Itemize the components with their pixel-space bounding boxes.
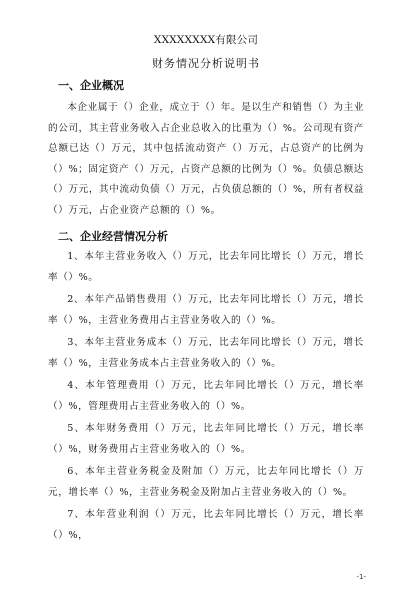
section-heading-enterprise-overview: 一、企业概况 — [58, 79, 124, 92]
enterprise-overview-paragraph: 本企业属于（）企业，成立于（）年。是以生产和销售（）为主业的公司，其主营业务收入占企业总收入的比重为（）%。公司现有资产总额已达（）万元，其中包括流动资产（）万元，占总资产的比例为（）%；固定资产（）万元，占资产总额的比例为（）%。负债总额达（）万元，其中流动负债（）万元，占负债总额的（）%，所有者权益（）万元，占企业资产总额的（）%。 — [48, 102, 364, 216]
analysis-item-operating-cost: 3、本年主营业务成本（）万元，比去年同比增长（）万元，增长率（）%，主营业务成本占主营业务收入的（）%。 — [48, 337, 364, 369]
analysis-item-taxes-surcharges: 6、本年主营业务税金及附加（）万元，比去年同比增长（）万元，增长率（）%，主营业务税金及附加占主营业务收入的（）%。 — [48, 466, 364, 498]
section-heading-operations-analysis: 二、企业经营情况分析 — [58, 230, 168, 243]
analysis-item-management-expense: 4、本年管理费用（）万元，比去年同比增长（）万元，增长率（）%，管理费用占主营业务收入的（）%。 — [48, 380, 364, 412]
analysis-item-revenue: 1、本年主营业务收入（）万元，比去年同比增长（）万元，增长率（）%。 — [48, 251, 364, 283]
company-name: XXXXXXXX有限公司 — [153, 34, 259, 46]
document-page — [0, 30, 400, 595]
analysis-item-operating-profit: 7、本年营业利润（）万元，比去年同比增长（）万元，增长率（）%， — [48, 509, 364, 541]
analysis-item-sales-expense: 2、本年产品销售费用（）万元，比去年同比增长（）万元，增长率（）%，主营业务费用占主营业务收入的（）%。 — [48, 294, 364, 326]
document-title: 财务情况分析说明书 — [152, 57, 260, 70]
analysis-item-financial-expense: 5、本年财务费用（）万元，比去年同比增长（）万元，增长率（）%，财务费用占主营业务收入的（）%。 — [48, 423, 364, 455]
page-number: -1- — [356, 573, 366, 581]
